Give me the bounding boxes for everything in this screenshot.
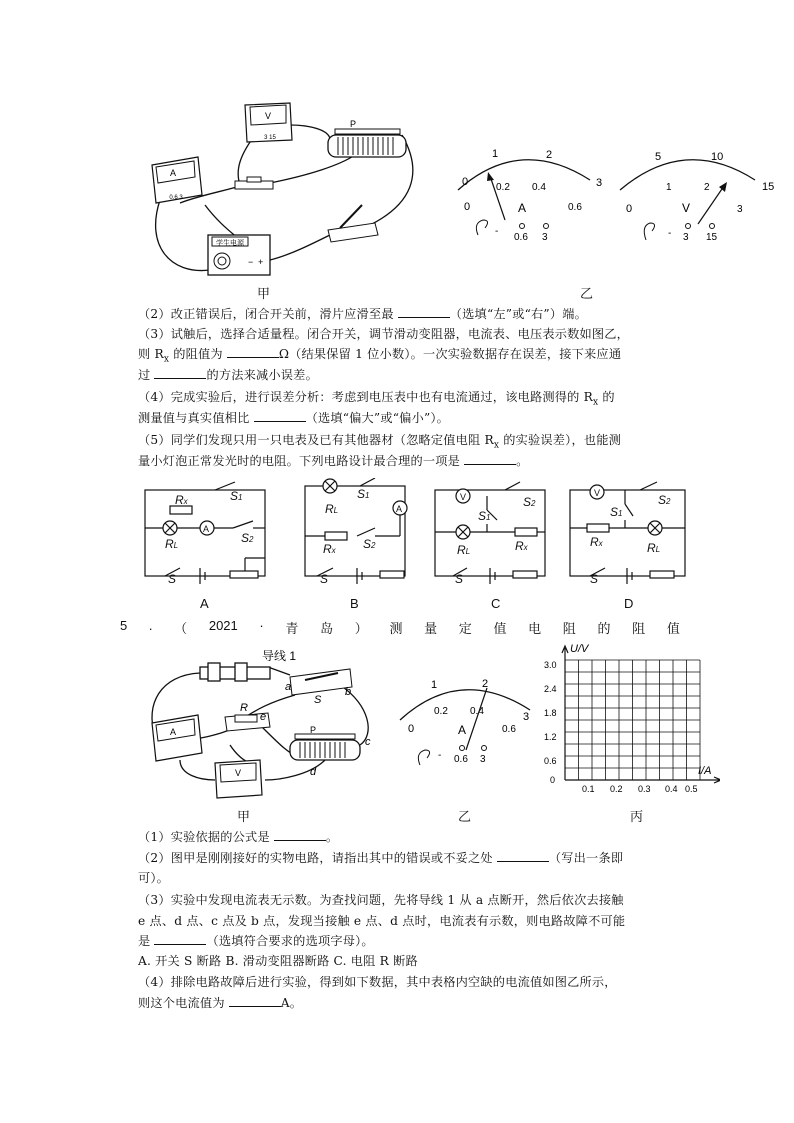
figure-1-meters [440,140,780,255]
rheostat-device-2 [290,725,360,760]
svg-text:2: 2 [546,149,553,161]
svg-text:3: 3 [596,177,603,189]
svg-text:15: 15 [706,232,718,243]
svg-text:2: 2 [482,678,489,690]
power-supply-device [208,235,270,275]
figure-2-apparatus [140,645,380,805]
svg-text:0.5: 0.5 [685,784,698,794]
svg-text:Rx: Rx [323,542,336,556]
svg-text:0.6 3: 0.6 3 [169,195,183,201]
svg-text:0.4: 0.4 [665,784,678,794]
svg-text:P: P [310,725,317,735]
svg-text:0: 0 [462,176,469,188]
svg-text:2: 2 [704,182,710,193]
voltmeter-dial [620,151,774,243]
answer-blank[interactable] [398,305,450,318]
question-3-line-3: 过 的方法来减小误差。 [138,368,318,382]
svg-text:1: 1 [666,182,672,193]
question-5-line-1: （5）同学们发现只用一只电表及已有其他器材（忽略定值电阻 $R_x$ 的实验误差），也能测 [138,433,622,451]
heading-part: 的 [597,621,611,636]
svg-text:0.2: 0.2 [496,182,510,193]
svg-text:S1: S1 [357,487,370,501]
svg-text:−: − [248,257,254,267]
svg-text:a: a [285,681,292,693]
graph-axes [562,646,720,783]
svg-text:V: V [682,201,691,215]
heading-part: 量 [424,621,438,636]
circuit-b [305,478,407,584]
answer-blank[interactable] [229,994,281,1007]
svg-text:3: 3 [523,711,530,723]
answer-blank[interactable] [154,366,206,379]
heading-part: 定 [458,621,472,636]
option-b-label[interactable]: B [350,596,359,611]
svg-text:R: R [240,702,248,714]
p5-question-1: （1）实验依据的公式是 。 [138,830,339,844]
svg-text:0.2: 0.2 [610,784,623,794]
svg-text:V: V [264,111,272,121]
svg-text:Rx: Rx [175,493,188,507]
svg-text:S2: S2 [523,495,536,509]
svg-text:0.6: 0.6 [544,756,557,766]
svg-text:A: A [203,524,210,534]
heading-part: 值 [666,621,680,636]
svg-text:0: 0 [550,775,556,785]
figure-2-ammeter-dial [390,670,540,770]
svg-text:I/A: I/A [698,765,712,777]
svg-text:0.6: 0.6 [568,202,582,213]
option-d-label[interactable]: D [624,596,634,611]
svg-text:d: d [310,766,317,778]
svg-text:S: S [590,572,599,586]
answer-blank[interactable] [464,452,516,465]
svg-text:0.2: 0.2 [434,706,448,717]
svg-text:0.3: 0.3 [638,784,651,794]
svg-text:0.1: 0.1 [582,784,595,794]
voltmeter-device [245,103,292,142]
heading-part: 电 [528,621,542,636]
svg-text:V: V [594,488,601,498]
svg-text:1.8: 1.8 [544,708,557,718]
caption-jia: 甲 [257,286,271,301]
option-c-label[interactable]: C [491,596,501,611]
heading-part: （ [174,621,188,636]
svg-text:S2: S2 [363,537,376,551]
svg-text:U/V: U/V [570,643,589,655]
svg-text:S1: S1 [610,505,623,519]
svg-text:学生电源: 学生电源 [216,240,244,247]
svg-text:-: - [438,750,442,761]
figure-1-apparatus [140,95,440,285]
p5-question-4-line-2: 则这个电流值为 A。 [138,996,303,1010]
caption-jia-2: 甲 [237,809,251,824]
svg-text:b: b [345,686,352,698]
p5-question-2-line-1: （2）图甲是刚刚接好的实物电路，请指出其中的错误或不妥之处 （写出一条即 [138,851,624,865]
heading-part: 2021 [208,618,238,633]
svg-text:0.6: 0.6 [454,754,468,765]
svg-text:5: 5 [655,151,662,163]
svg-text:0.6: 0.6 [502,724,516,735]
svg-text:A: A [169,168,177,178]
svg-text:0.4: 0.4 [470,706,484,717]
question-3-line-1: （3）试触后，选择合适量程。闭合开关，调节滑动变阻器，电流表、电压表示数如图乙， [138,327,630,341]
svg-text:-: - [668,228,672,239]
heading-part: 阻 [632,621,646,636]
svg-text:15: 15 [762,181,775,193]
svg-text:S: S [314,694,322,706]
heading-part: . [148,618,153,633]
svg-text:3: 3 [737,204,743,215]
knife-switch-device [328,205,378,242]
question-4-line-1: （4）完成实验后，进行误差分析：考虑到电压表中也有电流通过，该电路测得的 $R_x$ 的 [138,390,615,408]
svg-text:10: 10 [711,151,724,163]
svg-text:RL: RL [165,537,179,551]
switch-device [235,177,273,189]
svg-text:2.4: 2.4 [544,684,557,694]
question-4-line-2: 测量值与真实值相比 （选填“偏大”或“偏小”）。 [138,411,450,425]
p5-question-3-options: A. 开关 S 断路 B. 滑动变阻器断路 C. 电阻 R 断路 [138,954,418,968]
heading-part: 青 [285,621,299,636]
svg-text:0: 0 [464,201,471,213]
p5-question-3-line-2: e 点、d 点、c 点及 b 点，发现当接触 e 点、d 点时，电流表有示数，则电路故障不可能 [138,914,626,928]
svg-text:S: S [320,572,329,586]
svg-text:A: A [518,201,527,215]
svg-text:S2: S2 [658,493,671,507]
caption-yi-2: 乙 [458,809,472,824]
heading-part: 测 [389,621,403,636]
p5-question-3-line-1: （3）实验中发现电流表无示数。为查找问题，先将导线 1 从 a 点断开，然后依次去接触 [138,893,624,907]
svg-text:1: 1 [492,148,499,160]
caption-bing: 丙 [630,809,644,824]
rheostat-device [328,119,406,157]
svg-text:c: c [365,736,371,748]
svg-text:+: + [258,257,264,267]
answer-blank[interactable] [154,932,206,945]
svg-text:S2: S2 [241,531,254,545]
svg-text:-: - [495,226,499,237]
svg-text:0.6: 0.6 [514,232,528,243]
answer-blank[interactable] [227,345,279,358]
svg-text:RL: RL [325,502,339,516]
ammeter-device-2 [152,715,202,761]
ammeter-dial [458,148,602,243]
heading-part: · [259,618,264,633]
svg-text:1.2: 1.2 [544,732,557,742]
heading-part: 值 [493,621,507,636]
answer-blank[interactable] [274,828,326,841]
svg-text:V: V [234,768,242,778]
option-a-label[interactable]: A [200,596,209,611]
svg-text:3: 3 [542,232,548,243]
svg-text:0.4: 0.4 [532,182,546,193]
svg-text:S1: S1 [230,489,243,503]
svg-text:e: e [260,711,267,723]
question-3-line-2: 则 $R_x$ 的阻值为 Ω（结果保留 1 位小数）。一次实验数据存在误差，接下来应通 [138,347,622,365]
svg-text:3: 3 [683,232,689,243]
svg-text:3.0: 3.0 [544,660,557,670]
answer-blank[interactable] [254,409,306,422]
svg-text:1: 1 [431,679,438,691]
svg-text:Rx: Rx [590,535,603,549]
problem-5-heading [120,618,680,637]
svg-text:A: A [396,504,403,514]
heading-part: 岛 [320,621,334,636]
svg-text:A: A [458,723,467,737]
svg-text:导线 1: 导线 1 [262,649,297,663]
caption-yi: 乙 [580,286,594,301]
heading-part: 阻 [562,621,576,636]
ammeter-device [152,157,202,203]
figure-2-graph [530,640,720,805]
p5-question-3-line-3: 是 （选填符合要求的选项字母）。 [138,934,374,948]
voltmeter-device-2 [215,760,262,798]
answer-blank[interactable] [497,849,549,862]
svg-text:3: 3 [480,754,486,765]
heading-part: ） [354,621,368,636]
svg-text:P: P [350,119,357,129]
question-2: （2）改正错误后，闭合开关前，滑片应滑至最 （选填“左”或“右”）端。 [138,307,587,321]
svg-text:RL: RL [457,543,471,557]
circuit-options [135,478,695,588]
heading-part: 5 [120,618,128,633]
svg-text:RL: RL [647,541,661,555]
svg-text:3 15: 3 15 [264,135,276,141]
svg-text:S1: S1 [478,509,491,523]
switch-s-device [290,669,352,706]
svg-text:V: V [460,492,467,502]
p5-question-2-line-2: 可）。 [138,871,170,885]
svg-text:0: 0 [408,723,415,735]
svg-text:S: S [168,572,177,586]
svg-text:A: A [169,727,177,737]
svg-text:S: S [455,572,464,586]
svg-text:0: 0 [626,203,633,215]
p5-question-4-line-1: （4）排除电路故障后进行实验，得到如下数据，其中表格内空缺的电流值如图乙所示， [138,975,617,989]
svg-text:Rx: Rx [515,539,528,553]
question-5-line-2: 量小灯泡正常发光时的电阻。下列电路设计最合理的一项是 。 [138,454,529,468]
